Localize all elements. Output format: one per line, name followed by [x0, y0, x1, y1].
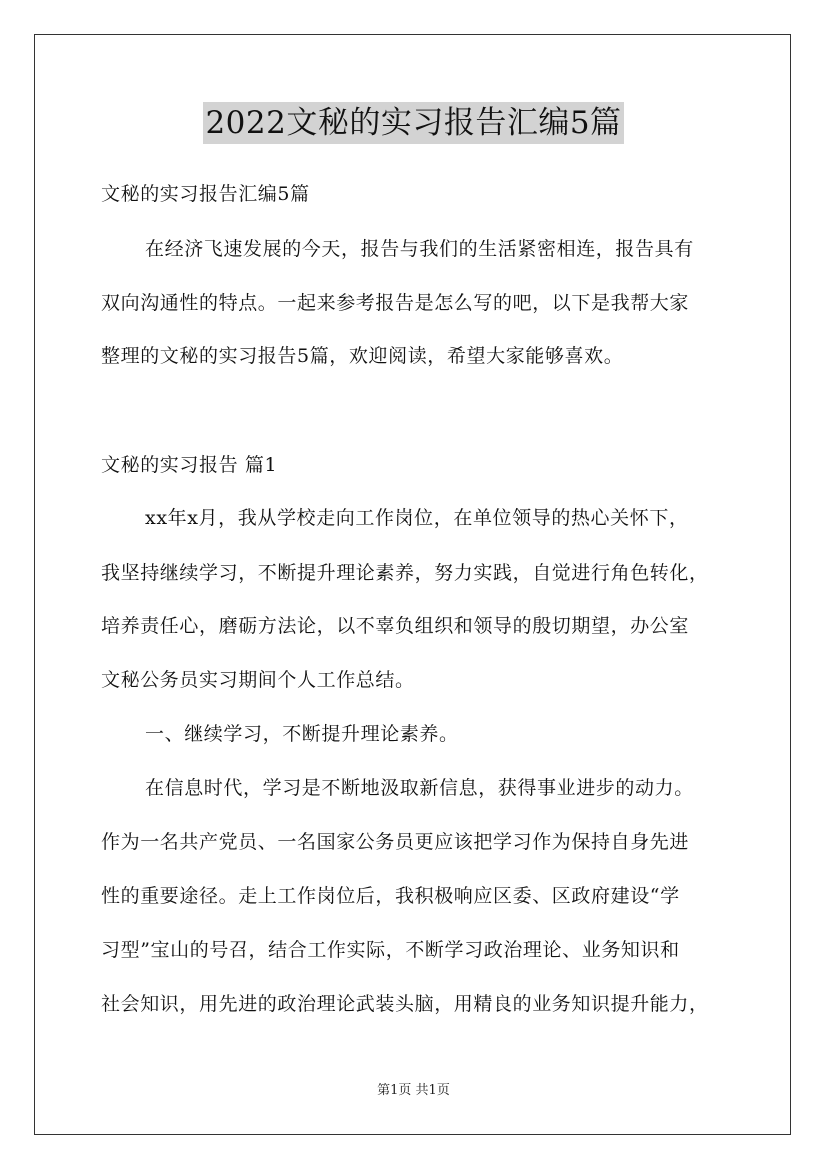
section1-point1: 一、继续学习，不断提升理论素养。 [145, 723, 459, 745]
section1-para1-line-4: 文秘公务员实习期间个人工作总结。 [101, 669, 415, 691]
title-container [0, 102, 827, 144]
section1-para1-line-1: xx年x月，我从学校走向工作岗位，在单位领导的热心关怀下， [145, 507, 689, 529]
section1-para2-line-5: 社会知识，用先进的政治理论武装头脑，用精良的业务知识提升能力， [101, 993, 709, 1015]
section1-para2-line-3: 性的重要途径。走上工作岗位后，我积极响应区委、区政府建设“学 [101, 885, 680, 907]
page-footer: 第1页 共1页 [377, 1083, 450, 1098]
section1-para1-line-2: 我坚持继续学习，不断提升理论素养，努力实践，自觉进行角色转化， [101, 562, 709, 584]
section1-para1-line-3: 培养责任心，磨砺方法论，以不辜负组织和领导的殷切期望，办公室 [101, 615, 690, 637]
intro-line-3: 整理的文秘的实习报告5篇，欢迎阅读，希望大家能够喜欢。 [101, 345, 624, 367]
document-subtitle: 文秘的实习报告汇编5篇 [101, 183, 310, 205]
section1-para2-line-1: 在信息时代，学习是不断地汲取新信息，获得事业进步的动力。 [145, 777, 694, 799]
section1-para2-line-4: 习型”宝山的号召，结合工作实际，不断学习政治理论、业务知识和 [101, 939, 680, 961]
section1-para2-line-2: 作为一名共产党员、一名国家公务员更应该把学习作为保持自身先进 [101, 831, 690, 853]
section1-heading: 文秘的实习报告 篇1 [101, 454, 278, 476]
document-title: 2022文秘的实习报告汇编5篇 [203, 102, 623, 144]
intro-line-2: 双向沟通性的特点。一起来参考报告是怎么写的吧，以下是我帮大家 [101, 292, 690, 314]
intro-line-1: 在经济飞速发展的今天，报告与我们的生活紧密相连，报告具有 [145, 238, 694, 260]
